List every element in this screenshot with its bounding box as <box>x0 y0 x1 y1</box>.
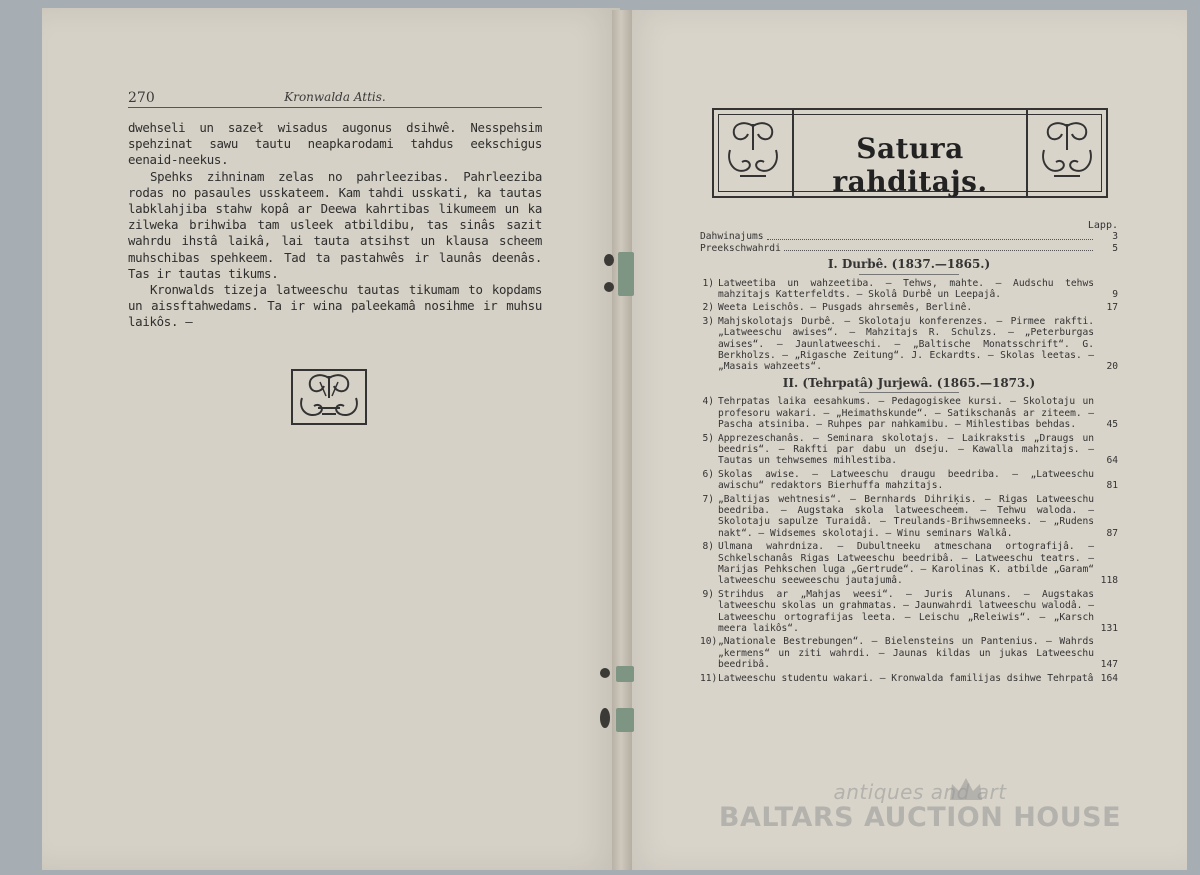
watermark-tagline: antiques and art <box>833 780 1007 804</box>
ornament-icon <box>724 120 782 182</box>
binding-stitch <box>618 252 634 296</box>
toc-entry: 9) Strihdus ar „Mahjas weesi“. — Juris Alunans. — Augstakas latweeschu skolas un grahmatas. — Jaunwahrdi latweeschu walodâ. — Latweeschu ortografijas leeta. — Leischu „Releiwis“. — „Karsch meera laikôs“. 131 <box>702 588 1118 634</box>
binding-stitch <box>616 666 634 682</box>
binding-hole <box>600 668 610 678</box>
binding-hole <box>604 254 614 266</box>
toc-front-item: Dahwinajums 3 <box>700 231 1118 243</box>
section-heading: I. Durbê. (1837.—1865.) <box>827 257 991 272</box>
toc-entry: 2) Weeta Leischôs. — Pusgads ahrsemês, Berlinê. 17 <box>702 302 1118 314</box>
binding-stitch <box>616 708 634 732</box>
section-heading: II. (Tehrpatâ) Jurjewâ. (1865.—1873.) <box>782 375 1036 390</box>
toc-entry: 5) Apprezeschanâs. — Seminara skolotajs. — Laikrakstis „Draugs un beedris“. — Rakfti par dabu un dseju. — Kawalla mahzitajs. — Tautas un tehwsemes mihlestiba. 64 <box>702 432 1118 467</box>
page-number: 270 <box>128 90 155 106</box>
toc-front-item: Preekschwahrdi 5 <box>700 242 1118 254</box>
toc-title: Satura rahditajs. <box>832 132 988 198</box>
running-head <box>128 90 542 108</box>
watermark-brand: BALTARS AUCTION HOUSE <box>718 802 1122 833</box>
binding-hole <box>604 282 614 292</box>
toc-entry: 10) „Nationale Bestrebungen“. — Bielensteins un Pantenius. — Wahrds „kermens“ un ziti wahrdi. — Jaunas kildas un jukas Latweeschu beedribâ. 147 <box>700 636 1118 671</box>
paragraph: dwehseli un sazeł wisadus augonus dsihwê. Nesspehsim spehzinat sawu tautu neapkarodami tahdus eekschigus eenaid-neekus. <box>128 120 542 168</box>
running-title: Kronwalda Attis. <box>284 90 386 104</box>
body-text <box>128 120 542 331</box>
toc-entry: 4) Tehrpatas laika eesahkums. — Pedagogiskee kursi. — Skolotaju un profesoru wakari. — „Heimathskunde“. — Satikschanâs ar ziteem. — Pascha atsiniba. — Ruhpes par nahkamibu. — Mihlestibas behdas. 45 <box>702 396 1118 431</box>
book-gutter <box>612 10 632 870</box>
binding-hole <box>600 708 610 728</box>
toc-entry: 11) Latweeschu studentu wakari. — Kronwalda familijas dsihwe Tehrpatâ 164 <box>700 672 1118 684</box>
page-column-label: Lapp. <box>1087 220 1118 231</box>
paragraph: Spehks zihninam zelas no pahrleezibas. Pahrleeziba rodas no pasaules usskateem. Kam tahdi usskati, ka tautas labklahjiba stahw kopâ ar Deewa kahrtibas likumeem un ka zilweka brihwiba tam usleek atbildibu, tas sinâs sazit wahrdu ihstâ laikâ, lai tauta atsihst un klausa scheem muhschibas spehkeem. Tad ta pastahwês ir launâs deenâs. Tas ir tautas tikums. <box>128 168 542 281</box>
toc-title-frame <box>712 108 1108 198</box>
toc-entry: 7) „Baltijas wehtnesis“. — Bernhards Dihriķis. — Rigas Latweeschu beedriba. — Augstaka skola latweescheem. — Tehwu waloda. — Skolotaju sapulze Turaidâ. — Treulands-Brihwsemneeks. — „Rudens nakt“. — Widsemes skolotaji. — Winu seminars Walkâ. 87 <box>702 493 1118 539</box>
ornament-icon <box>290 368 368 426</box>
paragraph: Kronwalds tizeja latweeschu tautas tikumam to kopdams un aissftahwedams. Ta ir wina paleekamâ nosihme ir muhsu laikôs. — <box>128 282 542 330</box>
ornament-icon <box>1038 120 1096 182</box>
toc-entry: 6) Skolas awise. — Latweeschu draugu beedriba. — „Latweeschu awischu“ redaktors Bierhuffa mahzitajs. 81 <box>702 468 1118 492</box>
watermark <box>700 780 1140 833</box>
table-of-contents <box>700 220 1118 686</box>
toc-entry: 3) Mahjskolotajs Durbê. — Skolotaju konferenzes. — Pirmee rakfti. „Latweeschu awises“. — Mahzitajs R. Schulzs. — „Peterburgas awises“. — Jaunlatweeschi. — „Baltische Monatsschrift“. G. Berkholzs. — „Rigasche Zeitung“. J. Eckardts. — Skolas leetas. — „Masais wahzeets“. 20 <box>702 315 1118 373</box>
toc-entry: 1) Latweetiba un wahzeetiba. — Tehws, mahte. — Audschu tehws mahzitajs Katterfeldts. — Skolâ Durbê un Leepajâ. 9 <box>702 277 1118 301</box>
toc-entry: 8) Ulmana wahrdniza. — Dubultneeku atmeschana ortografijâ. — Schkelschanâs Rigas Latweeschu beedribâ. — Latweeschu teatrs. — Marijas Pehkschen luga „Gertrude“. — Karolinas K. atbilde „Garam“ latweeschu seeweeschu jautajumâ. 118 <box>702 541 1118 587</box>
